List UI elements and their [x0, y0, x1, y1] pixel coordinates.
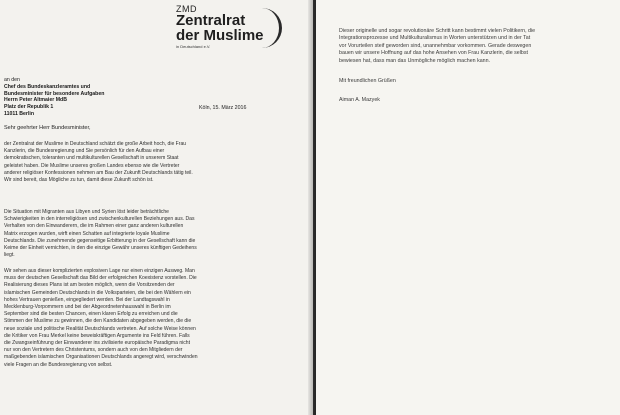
text-line: anderer religiöser Konfessionen nehmen am Bau der Zukunft Deutschlands tätig teil. — [4, 169, 193, 176]
address-line: Chef des Bundeskanzleramtes und — [4, 83, 91, 90]
text-line: muss der deutschen Gesellschaft das Bild der erfolgreichen Koexistenz vorstellen. Die — [4, 275, 197, 282]
address-line: an den — [4, 77, 20, 83]
address-line: Herrn Peter Altmaier MdB — [4, 97, 67, 104]
text-line: September sind die besten Chancen, einen klaren Erfolg zu erreichen und die — [4, 311, 178, 318]
text-line: Kanzlerin, die Bundesregierung und Sie persönlich für den Aufbau einer — [4, 148, 165, 155]
text-line: maßgebenden islamischen Organisationen Deutschlands angeregt wird, verschwinden — [4, 354, 198, 361]
text-line: die Zwangseinführung der Einwanderer ins zivilisierte europäische Paradigma nicht — [4, 340, 190, 347]
text-line: Die Situation mit Migranten aus Libyen und Syrien löst leider beträchtliche — [4, 209, 169, 215]
page-fold-shadow — [308, 0, 316, 415]
text-line: vor Vorurteilen steif geworden sind, unannehmbar vorkommen. Gerade deswegen — [339, 42, 532, 49]
salutation: Sehr geehrter Herr Bundesminister, — [4, 125, 91, 131]
paragraph-3 — [4, 268, 266, 369]
text-line: Dieser originelle und sogar revolutionäre Schritt kann bestimmt vielen Politikern, die — [339, 28, 536, 34]
text-line: Verhalten von den Einwanderern, die im Rahmen einer ganz anderen kulturellen — [4, 223, 184, 230]
text-line: liegt. — [4, 252, 15, 259]
address-line: 11011 Berlin — [4, 110, 34, 117]
text-line: viele Fragen an die Bundesregierung von selbst. — [4, 361, 113, 368]
address-line: Bundesminister für besondere Aufgaben — [4, 90, 105, 97]
logo-abbreviation: ZMD — [176, 4, 197, 14]
text-line: Realisierung dieses Plans ist am besten möglich, wenn die Vorsitzenden der — [4, 282, 175, 289]
text-line: Integrationsprozesse und Multikulturalismus in Worten unterstützen und in der Tat — [339, 35, 531, 42]
text-line: hohes Vertrauen genießen, eingegliedert werden. Bei der Landtagswahl in — [4, 296, 170, 303]
text-line: Keime der Einheit vernichten, in den die einzige Gewähr unseres künftigen Gedeihens — [4, 245, 197, 252]
text-line: Stimmen der Muslime zu gewinnen, die den Kandidaten abgegeben werden, die die — [4, 318, 192, 325]
text-line: islamischen Gemeinden Deutschlands in die Volksparteien, die bei den Wählern ein — [4, 289, 191, 296]
text-line: Wir sind bereit, das Mögliche zu tun, damit diese Zukunft schön ist. — [4, 177, 154, 184]
text-line: Mecklenburg-Vorpommern und bei der Abgeordnetenhauswahl in Berlin im — [4, 304, 171, 311]
signer-name: Aiman A. Mazyek — [339, 97, 380, 103]
closing: Mit freundlichen Grüßen — [339, 78, 396, 84]
recipient-address — [4, 77, 164, 118]
text-line: neue soziale und politische Realität Deutschlands vertreten. Auf solche Weise können — [4, 325, 196, 332]
address-line: Platz der Republik 1 — [4, 104, 54, 111]
text-line: Schwierigkeiten in den interreligiösen und zwischenkulturellen Beziehungen aus. Das — [4, 216, 195, 223]
zmd-logo — [175, 4, 275, 54]
letter-page-2 — [316, 0, 620, 415]
paragraph-4 — [339, 28, 589, 65]
text-line: demokratischen, toleranten und multikulturellen Gesellschaft in unserem Staat — [4, 155, 179, 162]
logo-line-1: Zentralrat — [176, 12, 246, 29]
text-line: Deutschlands. Die zunehmende gegenseitige Erbitterung in der Gesellschaft kann die — [4, 237, 196, 244]
paragraph-1 — [4, 141, 266, 184]
logo-crescent-icon — [261, 8, 282, 48]
text-line: Matrix erzogen wurden, wirft einen Schatten auf integrierte loyale Muslime — [4, 230, 170, 237]
text-line: bauen wir unsere Hoffnung auf das hohe Ansehen von Frau Kanzlerin, die selbst — [339, 50, 528, 57]
letter-date: Köln, 15. März 2016 — [199, 105, 247, 111]
text-line: die Kritiker von Frau Merkel keine beweiskräftigen Argumente ins Feld führen. Falls — [4, 332, 190, 339]
text-line: Wir sehen aus dieser komplizierten explosiven Lage nur einen einzigen Ausweg. Man — [4, 268, 195, 274]
text-line: bewiesen hat, dass man das Unmögliche möglich machen kann. — [339, 57, 491, 64]
logo-line-2: der Muslime — [176, 27, 264, 44]
text-line: nur von den Vertretern des Christentums, sondern auch von den Mitgliedern der — [4, 347, 183, 354]
logo-subtitle: in Deutschland e.V. — [176, 44, 211, 49]
paragraph-2 — [4, 209, 266, 259]
text-line: geleistet haben. Die Muslime unseres großen Landes ebenso wie die Vertreter — [4, 162, 180, 169]
text-line: der Zentralrat der Muslime in Deutschland schätzt die große Arbeit hoch, die Frau — [4, 141, 187, 147]
